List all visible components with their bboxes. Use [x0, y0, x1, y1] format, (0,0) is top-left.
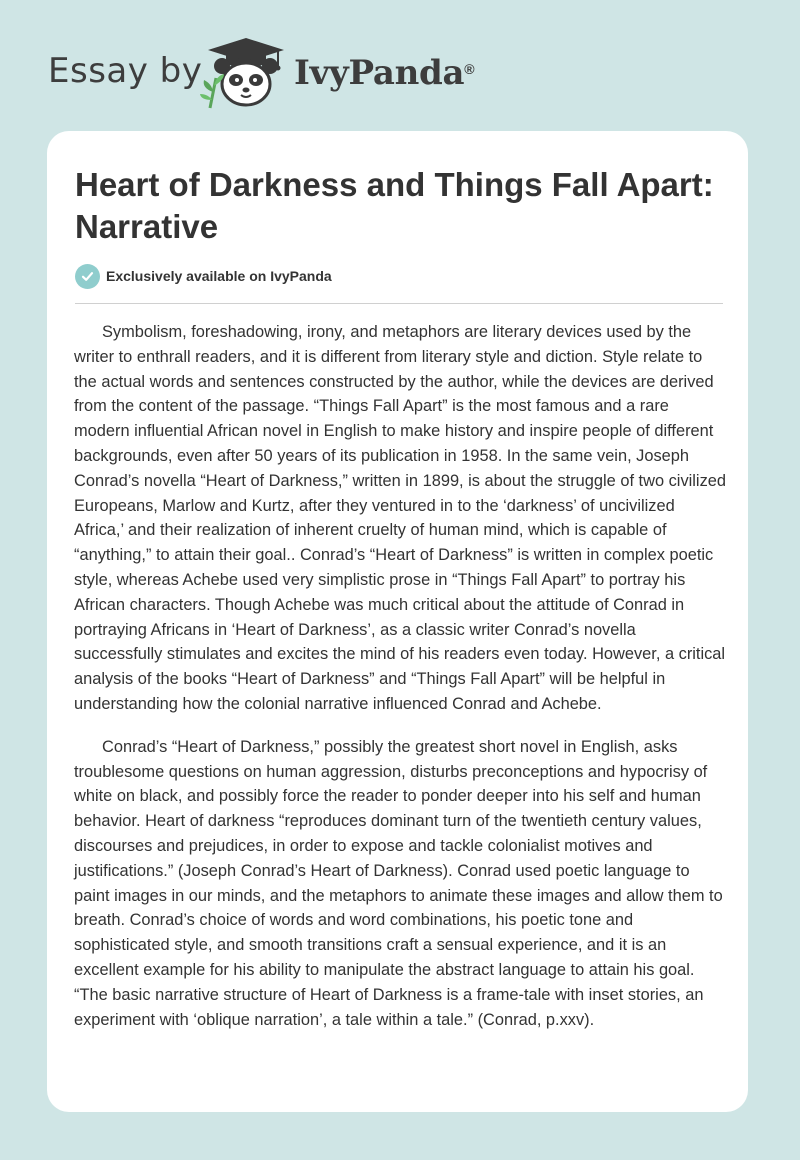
check-icon — [75, 264, 100, 289]
badge-text: Exclusively available on IvyPanda — [106, 268, 332, 284]
exclusive-badge — [75, 263, 332, 289]
site-header — [0, 0, 800, 130]
divider — [75, 303, 723, 304]
brand-name[interactable] — [294, 54, 474, 92]
paragraph: Symbolism, foreshadowing, irony, and metaphors are literary devices used by the writer to enthrall readers, and it is different from literary style and diction. Style relate to the actual words and sentences constructed by the author, while the devices are derived from the content of the passage. “Things Fall Apart” is the most famous and a rare modern influential African novel in English to make history and inspire people of different backgrounds, even after 50 years of its publication in 1958. In the same vein, Joseph Conrad’s novella “Heart of Darkness,” written in 1899, is about the struggle of two civilized Europeans, Marlow and Kurtz, after they ventured in to the ‘darkness’ of uncivilized Africa,’ and their realization of inherent cruelty of human mind, which is capable of “anything,” to attain their goal.. Conrad’s “Heart of Darkness” is written in complex poetic style, whereas Achebe used very simplistic prose in “Things Fall Apart” to portray his African characters. Though Achebe was much critical about the attitude of Conrad in portraying Africans in ‘Heart of Darkness’, as a classic writer Conrad’s novella successfully stimulates and excites the mind of his readers even today. However, a critical analysis of the books “Heart of Darkness” and “Things Fall Apart” will be helpful in understanding how the colonial narrative influenced Conrad and Achebe. — [74, 323, 726, 713]
essay-card — [47, 131, 748, 1112]
panda-graduate-icon — [198, 34, 292, 110]
paragraph: Conrad’s “Heart of Darkness,” possibly the greatest short novel in English, asks troublesome questions on human aggression, disturbs preconceptions and hypocrisy of white on black, and possibly force the reader to ponder deeper into his self and human behavior. Heart of darkness “reproduces dominant turn of the twentieth century values, discourses and prejudices, in order to expose and tackle colonialist motives and justifications.” (Joseph Conrad’s Heart of Darkness). Conrad used poetic language to paint images in our minds, and the metaphors to animate these images and allow them to breath. Conrad’s choice of words and word combinations, his poetic tone and sophisticated style, and smooth transitions craft a sensual experience, and it is an excellent example for his ability to manipulate the abstract language to attain his goal. “The basic narrative structure of Heart of Darkness is a frame-tale with inset stories, an experiment with ‘oblique narration’, a tale within a tale.” (Conrad, p.xxv). — [74, 737, 723, 1029]
essay-body — [74, 320, 726, 1050]
essay-by-label: Essay by — [48, 51, 203, 91]
brand-name-text: IvyPanda — [294, 53, 465, 93]
registered-mark: ® — [464, 61, 475, 77]
page-title: Heart of Darkness and Things Fall Apart: Narrative — [75, 166, 714, 245]
